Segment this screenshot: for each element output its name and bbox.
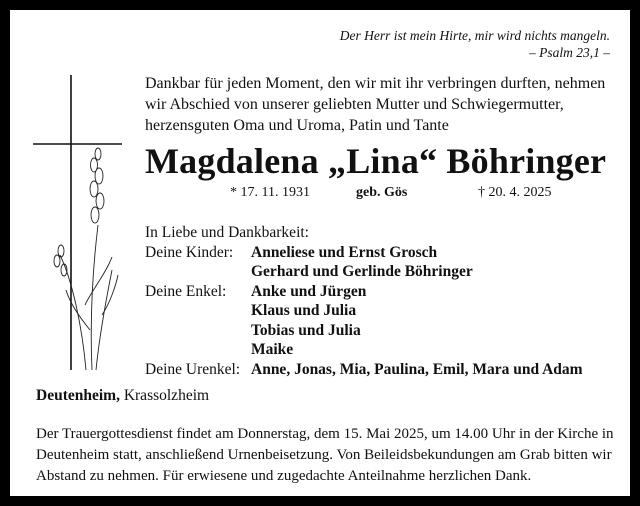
survivor-name: Anke und Jürgen xyxy=(251,282,367,300)
survivor-group-children xyxy=(145,243,620,282)
place-other: Krassolzheim xyxy=(123,387,210,404)
survivor-name: Klaus und Julia xyxy=(251,302,357,319)
survivors-block xyxy=(145,223,620,379)
survivor-name: Gerhard und Gerlinde Böhringer xyxy=(251,263,473,280)
relation-label: Deine Enkel: xyxy=(145,282,227,300)
birth-date: * 17. 11. 1931 xyxy=(230,185,310,200)
psalm-source: – Psalm 23,1 – xyxy=(529,45,610,60)
survivor-name: Anneliese und Ernst Grosch xyxy=(251,243,438,261)
survivor-group-great-grandchildren xyxy=(145,360,620,380)
relation-label: Deine Kinder: xyxy=(145,243,234,261)
psalm-quote-block xyxy=(340,27,610,61)
survivors-heading: In Liebe und Dankbarkeit: xyxy=(145,224,309,241)
cross-with-wheat-icon xyxy=(30,75,130,370)
intro-text: Dankbar für jeden Moment, den wir mit ihr verbringen durften, nehmen wir Abschied von unserer geliebten Mutter und Schwiegermutter, herzensguten Oma und Uroma, Patin und Tante xyxy=(145,75,606,134)
survivor-name: Tobias und Julia xyxy=(251,321,361,339)
psalm-quote: Der Herr ist mein Hirte, mir wird nichts mangeln. xyxy=(339,28,610,43)
survivor-name: Anne, Jonas, Mia, Paulina, Emil, Mara und Adam xyxy=(251,360,583,378)
place-main: Deutenheim, xyxy=(36,387,120,404)
names-list xyxy=(251,243,473,282)
place-line xyxy=(36,387,209,405)
survivor-name: Maike xyxy=(251,341,294,358)
survivor-group-grandchildren xyxy=(145,282,620,360)
names-list xyxy=(251,360,583,380)
relation-label: Deine Urenkel: xyxy=(145,360,241,378)
death-date: † 20. 4. 2025 xyxy=(478,185,552,200)
maiden-name: geb. Gös xyxy=(356,185,408,200)
names-list xyxy=(251,282,366,360)
service-notice: Der Trauergottesdienst findet am Donnerstag, dem 15. Mai 2025, um 14.00 Uhr in der Kirche in Deutenheim statt, anschließend Urnenbeisetzung. Von Beileidsbekundungen am Grab bitten wir Abstand zu nehmen. Für erwiesene und zugedachte Anteilnahme herzlichen Dank. xyxy=(36,426,614,484)
deceased-name: Magdalena „Lina“ Böhringer xyxy=(145,141,607,181)
